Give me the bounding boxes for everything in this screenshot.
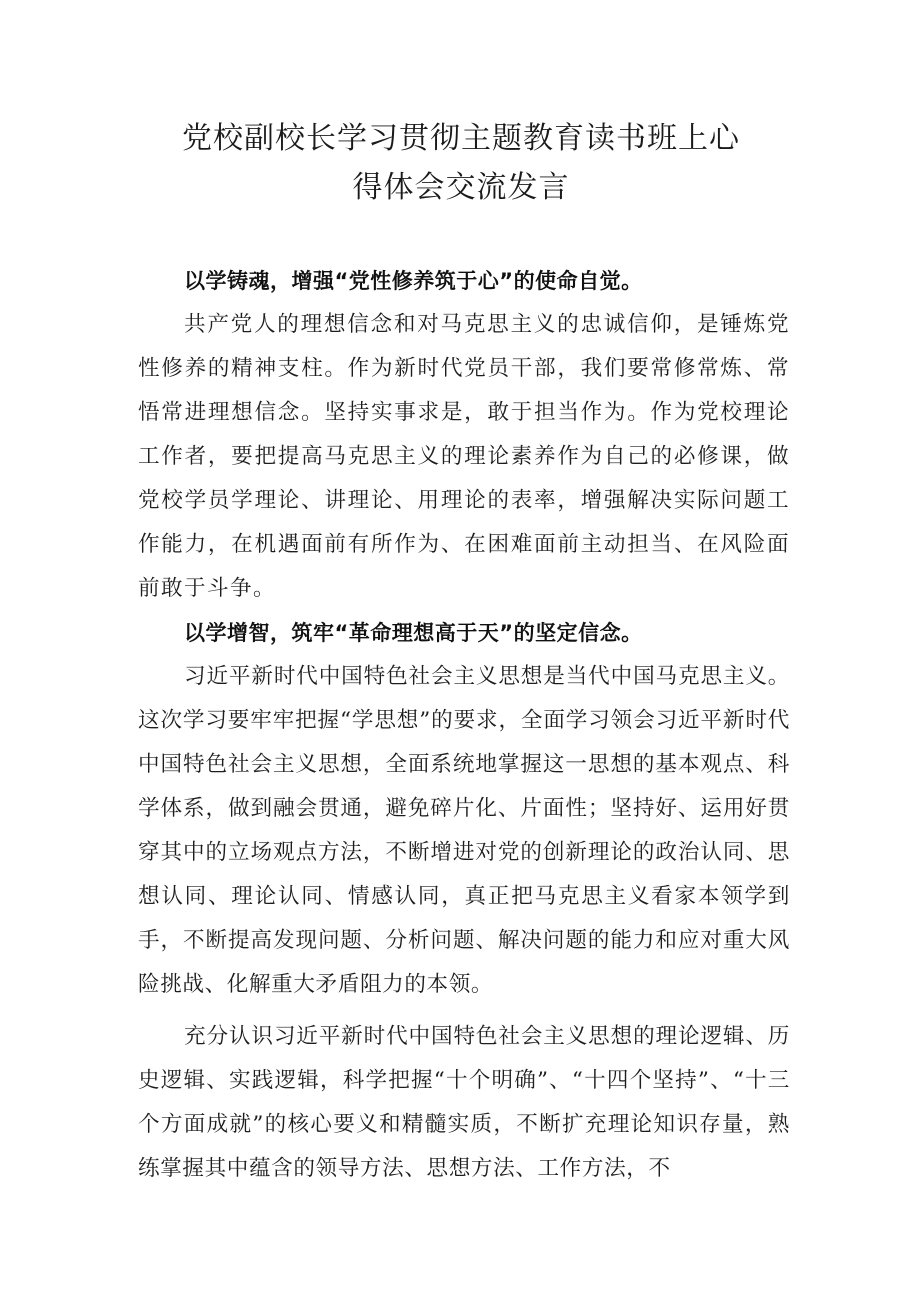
section-heading-1: 以学铸魂，增强“党性修养筑于心”的使命自觉。 bbox=[184, 269, 643, 293]
title-line-1: 党校副校长学习贯彻主题教育读书班上心 bbox=[182, 121, 740, 156]
section-2-paragraph-2: 充分认识习近平新时代中国特色社会主义思想的理论逻辑、历史逻辑、实践逻辑，科学把握“十个明确”、“十四个坚持”、“十三个方面成就”的核心要义和精髓实质，不断扩充理论知识存量，熟练掌握其中蕴含的领导方法、思想方法、工作方法，不 bbox=[138, 1024, 790, 1181]
paragraph-gap bbox=[138, 1007, 790, 1015]
section-2-paragraph-1: 习近平新时代中国特色社会主义思想是当代中国马克思主义。这次学习要牢牢把握“学思想”的要求，全面学习领会习近平新时代中国特色社会主义思想，全面系统地掌握这一思想的基本观点、科学体系，做到融会贯通，避免碎片化、片面性；坚持好、运用好贯穿其中的立场观点方法，不断增进对党的创新理论的政治认同、思想认同、理论认同、情感认同，真正把马克思主义看家本领学到手，不断提高发现问题、分析问题、解决问题的能力和应对重大风险挑战、化解重大矛盾阻力的本领。 bbox=[138, 664, 790, 997]
document-body bbox=[138, 259, 790, 1191]
title-line-2: 得体会交流发言 bbox=[352, 170, 570, 205]
document-title bbox=[138, 114, 784, 212]
section-heading-2: 以学增智，筑牢“革命理想高于天”的坚定信念。 bbox=[184, 621, 643, 645]
section-1-paragraph-1: 共产党人的理想信念和对马克思主义的忠诚信仰，是锤炼党性修养的精神支柱。作为新时代党员干部，我们要常修常炼、常悟常进理想信念。坚持实事求是，敢于担当作为。作为党校理论工作者，要把提高马克思主义的理论素养作为自己的必修课，做党校学员学理论、讲理论、用理论的表率，增强解决实际问题工作能力，在机遇面前有所作为、在困难面前主动担当、在风险面前敢于斗争。 bbox=[138, 312, 790, 601]
